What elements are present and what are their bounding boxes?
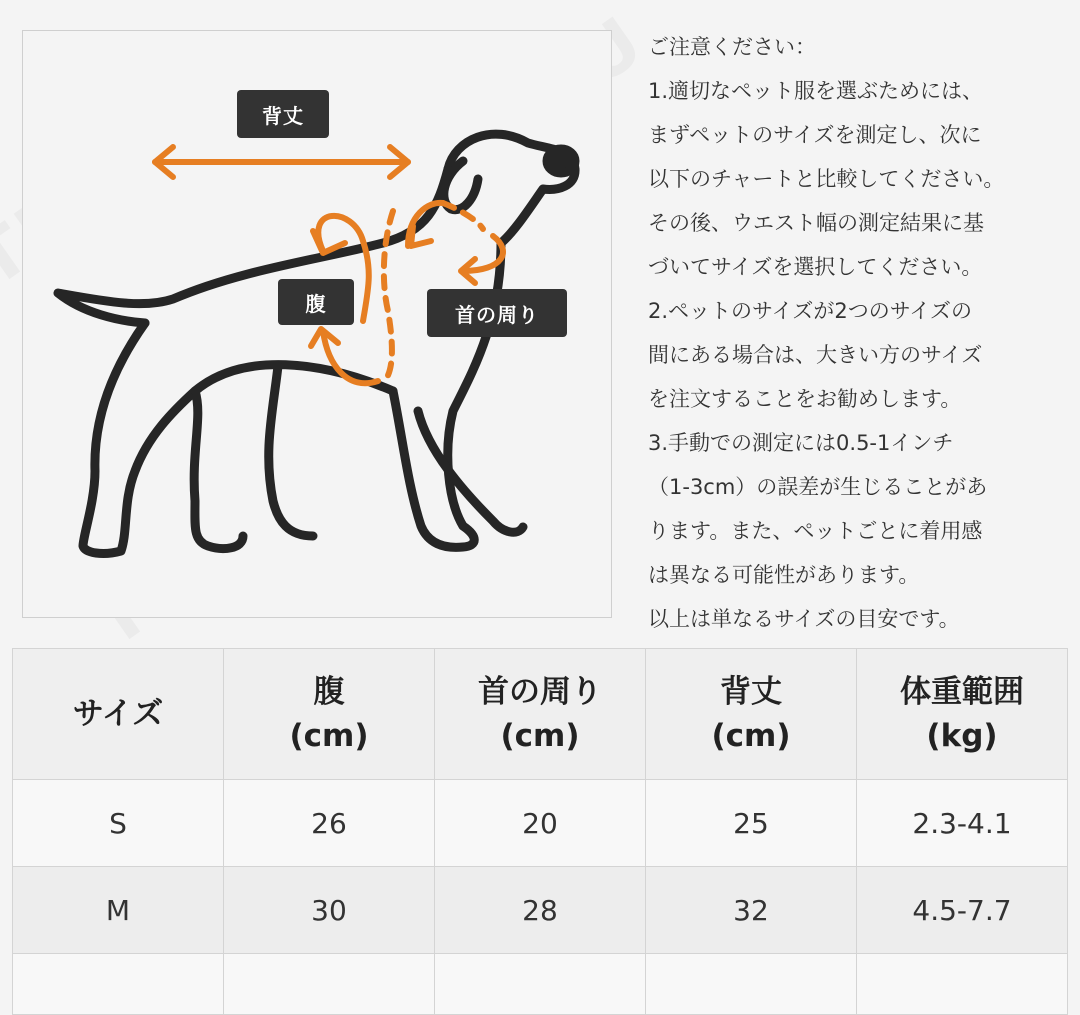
notes-line: ります。また、ペットごとに着用感 bbox=[648, 519, 983, 543]
notes-line: まずペットのサイズを測定し、次に bbox=[648, 123, 982, 147]
table-cell: 4.5-7.7 bbox=[857, 867, 1068, 954]
notes-line: 以上は単なるサイズの目安です。 bbox=[648, 607, 960, 631]
notes-line: 間にある場合は、大きい方のサイズ bbox=[648, 343, 983, 367]
table-header-row bbox=[13, 649, 1068, 780]
notes-line: 以下のチャートと比較してください。 bbox=[648, 167, 1005, 191]
table-cell: 20 bbox=[435, 780, 646, 867]
table-cell: 28 bbox=[435, 867, 646, 954]
table-cell: 26 bbox=[224, 780, 435, 867]
back-length-label: 背丈 bbox=[237, 90, 329, 138]
table-cell: M bbox=[13, 867, 224, 954]
measurement-notes bbox=[648, 25, 1078, 641]
header-size: サイズ bbox=[13, 649, 224, 780]
table-cell bbox=[224, 954, 435, 1015]
table-row bbox=[13, 780, 1068, 867]
table-cell bbox=[435, 954, 646, 1015]
table-cell: 30 bbox=[224, 867, 435, 954]
dog-measurement-figure bbox=[22, 30, 612, 618]
notes-line: （1-3cm）の誤差が生じることがあ bbox=[648, 475, 988, 499]
notes-line: その後、ウエスト幅の測定結果に基 bbox=[648, 211, 984, 235]
header-back-length: 背丈 (cm) bbox=[646, 649, 857, 780]
notes-line: は異なる可能性があります。 bbox=[648, 563, 920, 587]
table-cell: S bbox=[13, 780, 224, 867]
table-cell bbox=[13, 954, 224, 1015]
notes-line: 1.適切なペット服を選ぶためには、 bbox=[648, 79, 984, 103]
size-chart-table bbox=[12, 648, 1068, 1015]
table-cell bbox=[646, 954, 857, 1015]
neck-label: 首の周り bbox=[427, 289, 567, 337]
table-row-partial bbox=[13, 954, 1068, 1015]
table-cell: 25 bbox=[646, 780, 857, 867]
table-row bbox=[13, 867, 1068, 954]
notes-line: ご注意ください： bbox=[648, 35, 816, 59]
notes-line: を注文することをお勧めします。 bbox=[648, 387, 962, 411]
header-belly: 腹 (cm) bbox=[224, 649, 435, 780]
notes-line: 2.ペットのサイズが2つのサイズの bbox=[648, 299, 973, 323]
notes-line: 3.手動での測定には0.5-1インチ bbox=[648, 431, 954, 455]
table-cell: 2.3-4.1 bbox=[857, 780, 1068, 867]
header-weight-range: 体重範囲 (kg) bbox=[857, 649, 1068, 780]
table-cell: 32 bbox=[646, 867, 857, 954]
header-neck: 首の周り (cm) bbox=[435, 649, 646, 780]
notes-line: づいてサイズを選択してください。 bbox=[648, 255, 983, 279]
belly-label: 腹 bbox=[278, 279, 354, 325]
table-cell bbox=[857, 954, 1068, 1015]
